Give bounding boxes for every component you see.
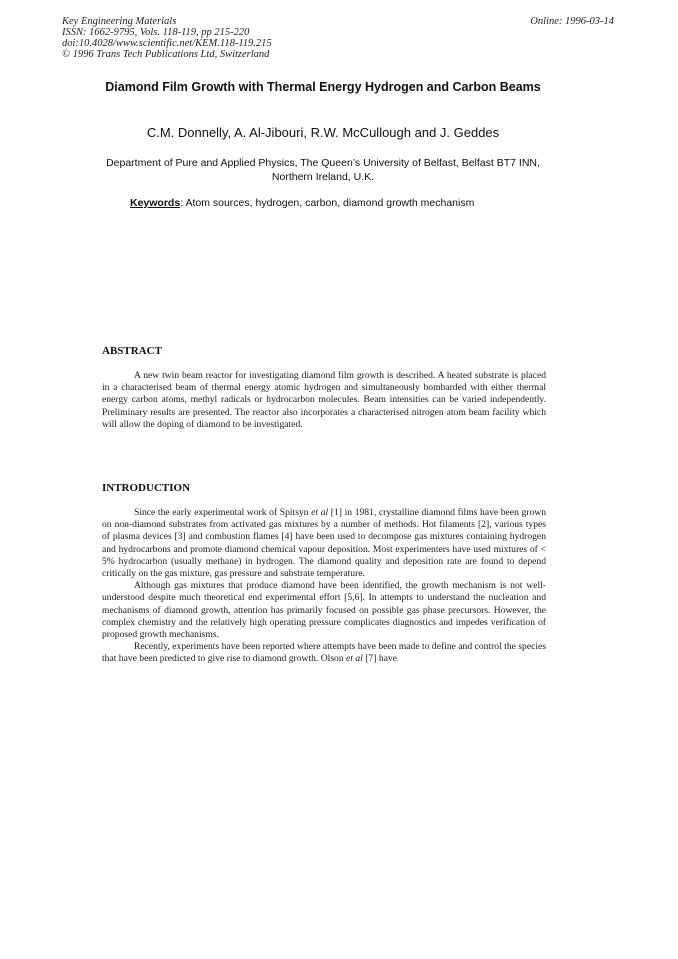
journal-name: Key Engineering Materials — [62, 16, 177, 27]
keywords-colon: : — [180, 197, 186, 209]
keywords-line — [130, 197, 474, 209]
intro-p3-text-b: [7] have — [362, 653, 397, 665]
online-date: Online: 1996-03-14 — [530, 16, 614, 27]
intro-paragraph-2: Although gas mixtures that produce diamond have been identified, the growth mechanism is not well-understood despite much theoretical end experimental effort [5,6]. In attempts to understand the nucleation and mechanisms of diamond growth, attention has primarily focused on possible gas phase precursors. However, the complex chemistry and the relatively high operating pressure complicates diagnostics and impedes verification of proposed growth mechanisms. — [102, 580, 546, 641]
keywords-label: Keywords — [130, 197, 181, 209]
intro-p3-etal: et al — [346, 653, 363, 665]
introduction-heading: INTRODUCTION — [102, 482, 191, 494]
doi-line[interactable]: doi:10.4028/www.scientific.net/KEM.118-119.215 — [62, 38, 272, 49]
abstract-heading: ABSTRACT — [102, 345, 162, 357]
intro-p1-text-b: [1] in 1981, crystalline diamond films have been grown on non-diamond substrates from activated gas mixtures by a number of methods. Hot filaments [2], various types of plasma devices [3] and combustion flames [4] have been used to decompose gas mixtures containing hydrogen and hydrocarbons and promote diamond chemical vapour deposition. Most experimenters have used mixtures of < 5% hydrocarbon (usually methane) in hydrogen. The diamond quality and deposition rate are found to depend critically on the gas mixture, gas pressure and substrate temperature. — [102, 507, 546, 580]
paper-title: Diamond Film Growth with Thermal Energy Hydrogen and Carbon Beams — [105, 80, 541, 94]
author-affiliation: Department of Pure and Applied Physics, The Queen’s University of Belfast, Belfast BT7 INN, Northern Ireland, U.K. — [106, 157, 540, 183]
intro-p1-text-a: Since the early experimental work of Spitsyn — [134, 507, 312, 518]
abstract-body — [102, 370, 546, 431]
intro-p3-text-a: Recently, experiments have been reported where attempts have been made to define and control the species that have been predicted to give rise to diamond growth. Olson — [102, 641, 546, 665]
issn-line: ISSN: 1662-9795, Vols. 118-119, pp 215-220 — [62, 27, 250, 38]
intro-p1-etal: et al — [311, 507, 329, 518]
intro-paragraph-3 — [102, 641, 546, 665]
keywords-list: Atom sources, hydrogen, carbon, diamond growth mechanism — [185, 197, 475, 209]
intro-paragraph-1 — [102, 507, 546, 580]
abstract-paragraph: A new twin beam reactor for investigating diamond film growth is described. A heated substrate is placed in a characterised beam of thermal energy atomic hydrogen and simultaneously bombarded with either thermal energy carbon atoms, methyl radicals or hydrocarbon molecules. Beam intensities can be varied independently. Preliminary results are presented. The reactor also incorporates a characterised nitrogen atom beam facility which will allow the doping of diamond to be investigated. — [102, 370, 546, 430]
paper-authors: C.M. Donnelly, A. Al-Jibouri, R.W. McCullough and J. Geddes — [146, 125, 500, 140]
copyright-line: © 1996 Trans Tech Publications Ltd, Switzerland — [62, 49, 270, 60]
introduction-body — [102, 507, 546, 666]
publication-metadata — [62, 16, 272, 60]
